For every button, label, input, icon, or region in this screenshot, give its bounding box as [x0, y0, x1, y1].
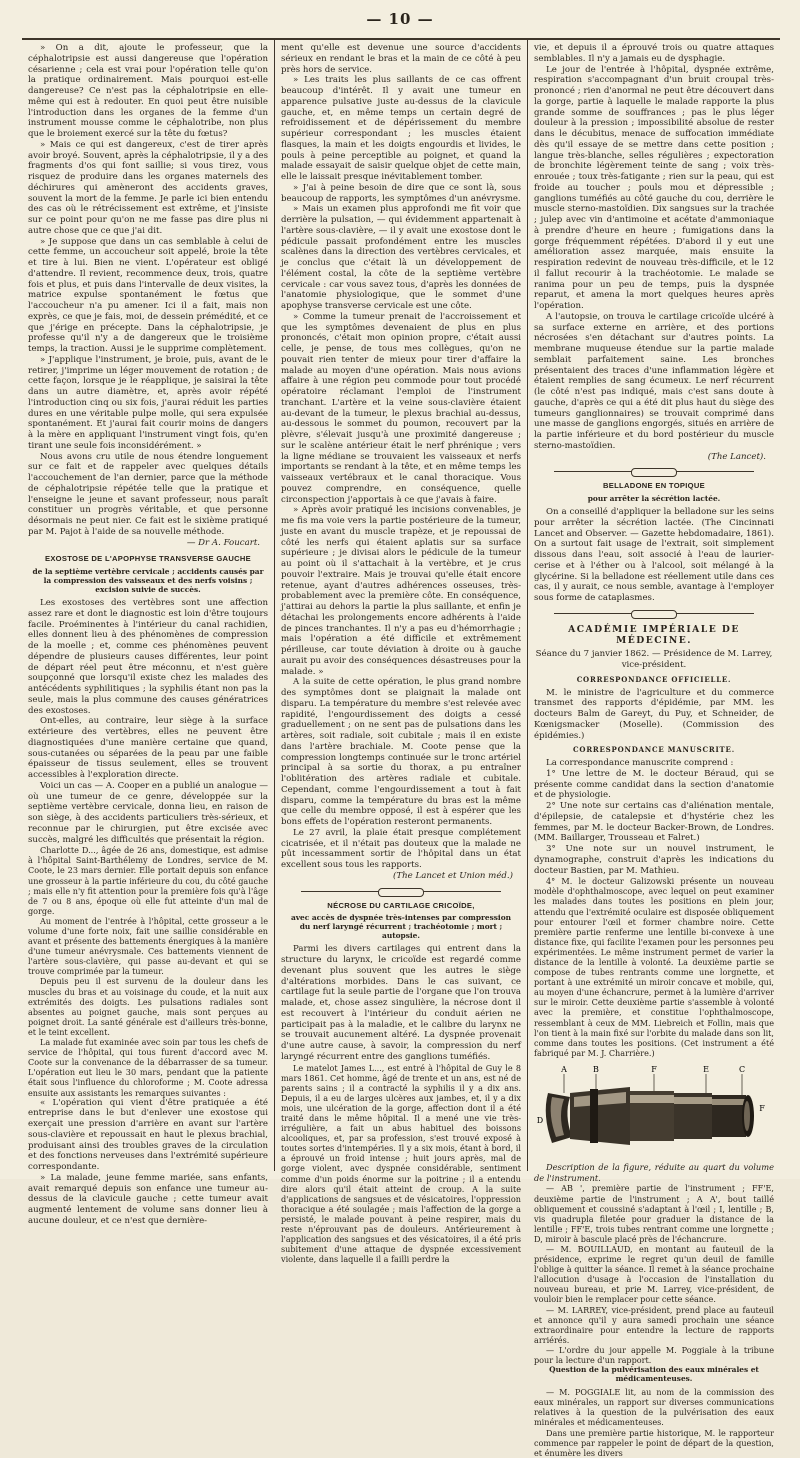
- session-line: Séance du 7 janvier 1862. — Présidence de M. Larrey, vice-président.: [535, 649, 773, 670]
- figure-label: A: [561, 1064, 567, 1074]
- paragraph: 3° Une note sur un nouvel instrument, le dynamographe, construit d'après les indications du docteur Bastien, par M. Mathieu.: [534, 844, 774, 876]
- paragraph: » Je suppose que dans un cas semblable à celui de cette femme, un accoucheur soit appelé, broie la tête et tire à lui. Bien ne vient. L'opérateur est obligé d'attendre. Il revient, recommence deux, trois, quatre fois et plus, et puis dans l'intervalle de deux visites, la matrice expulse spontanément le fœtus que l'accoucheur n'a pu amener. Ici il a fait, mais non exprès, ce que je fais, moi, de dessein prémédité, et ce que j'érige en précepte. Dans la céphalotripsie, je professe qu'il n'y a de dangereux que le troisième temps, la traction. Aussi je le supprime complètement.: [28, 236, 268, 354]
- signature: — Dr A. Foucart.: [186, 537, 260, 548]
- subsection-title: CORRESPONDANCE MANUSCRITE.: [573, 745, 735, 755]
- tube-2-shine: [674, 1097, 712, 1104]
- paragraph: Au moment de l'entrée à l'hôpital, cette grosseur a le volume d'une forte noix, fait une saillie considérable en avant et présente des battements énergiques à la manière d'une tumeur anévrysmale. Ces battements viennent de l'artère sous-clavière, qui passe au-devant et qui se trouve comprimée par la tumeur.: [28, 915, 268, 977]
- paragraph: A la suite de cette opération, le plus grand nombre des symptômes dont se plaignait la malade ont disparu. La température du membre s'est relevée avec rapidité, l'engourdissement des doigts a cessé graduellement ; on ne sent pas de pulsations dans les artères, soit radiale, soit cubitale ; mais il en existe dans l'artère brachiale. M. Coote pense que la compression longtemps continuée sur le tronc artériel principal à sa sortie du thorax, a pu entraîner l'oblitération des artères radiale et cubitale. Cependant, comme l'engourdissement a tout à fait disparu, comme la température du bras est la même que celle du membre opposé, il est à espérer que les bons effets de l'opération resteront permanents.: [281, 677, 521, 827]
- paragraph: 4° M. le docteur Galizowski présente un nouveau modèle d'ophthalmoscope, avec lequel on peut examiner les malades dans toutes les positions en plein jour, attendu que l'extrémité oculaire est disposée obliquement pour entourer l'œil et former chambre noire. Cette première partie renferme une lentille bi-convexe à une distance fixe, qui facilite l'examen pour les personnes peu expérimentées. Le même instrument permet de varier la distance de la lentille à volonté. La deuxième partie se compose de tubes rentrants comme une lorgnette, et portant à une extrémité un miroir concave et mobile, qui, au moyen d'une échancrure, permet à la lumière d'arriver sur le miroir. Cette deuxième partie s'assemble à volonté avec la première, et constitue l'ophthalmoscope, ressemblant à ceux de MM. Liebreich et Follin, mais que l'on tient à la main fixé sur l'orbite du malade dans son lit, comme dans toutes les positions. (Cet instrument a été fabriqué par M. J. Charrière.): [534, 876, 774, 1058]
- page-header: [20, 8, 780, 34]
- figure-label: F: [759, 1103, 765, 1113]
- signature: (The Lancet).: [707, 451, 766, 462]
- column-1: [22, 40, 274, 1226]
- paragraph: Le matelot James L..., est entré à l'hôpital de Guy le 8 mars 1861. Cet homme, âgé de trente et un ans, est né de parents sains ; il a contracté la syphilis il y a dix ans. Depuis, il a eu de larges ulcères aux jambes, et, il y a dix mois, une ulcération de la gorge, affection dont il a été traité dans le même hôpital. Il a mené une vie très-irrégulière, a fait un abus habituel des boissons alcooliques, et, par sa profession, s'est trouvé exposé à toutes sortes d'intempéries. Il y a six mois, étant à bord, il a éprouvé un froid intense ; huit jours après, mal de gorge violent, avec dyspnée considérable, sentiment comme d'un poids énorme sur la poitrine ; il a entendu dire alors qu'il était atteint de croup. A la suite d'applications de sangsues et de vésicatoires, l'oppression thoracique a été soulagée ; mais l'affection de la gorge a persisté, le malade pouvant à peine respirer, mais du reste n'éprouvant pas de douleurs. Antérieurement à l'application des sangsues et des vésicatoires, il a été pris subitement d'une attaque de dyspnée excessivement violente, dans laquelle il a failli perdre la: [281, 1062, 521, 1265]
- figure-label: C: [738, 1064, 746, 1074]
- ophthalmoscope-drawing: [534, 1063, 774, 1159]
- paragraph: » Mais ce qui est dangereux, c'est de tirer après avoir broyé. Souvent, après la céphalotripsie, il y a des fragments d'os qui font saillie; si vous tirez, vous risquez de produire dans les organes maternels des déchirures qui amèneront des accidents graves, souvent la mort de la femme. Je parle ici bien entendu des cas où le rétrécissement est extrême, et j'insiste sur ce point pour qu'on ne me fasse pas dire plus ni autre chose que ce que j'ai dit.: [28, 139, 268, 236]
- figure-label: F: [651, 1064, 657, 1074]
- mirror-face: [744, 1101, 750, 1131]
- paragraph: » La malade, jeune femme mariée, sans enfants, avait remarqué depuis son enfance une tumeur au-dessus de la clavicule gauche ; cette tumeur avait augmenté lentement de volume sans donner lieu à aucune douleur, et ce n'est que dernière-: [28, 1172, 268, 1226]
- paragraph: » On a dit, ajoute le professeur, que la céphalotripsie est aussi dangereuse que l'opération césarienne ; cela est vrai pour l'opération telle qu'on la pratique ordinairement. Mais pourquoi est-elle dangereuse? Ce n'est pas la céphalotripsie en elle-même qui est à redouter. En quoi peut être nuisible l'introduction dans les organes de la femme d'un instrument mousse comme le céphalotribe, non plus que le broiement exercé sur la tête du fœtus?: [28, 43, 268, 139]
- paragraph: Le jour de l'entrée à l'hôpital, dyspnée extrême, respiration s'accompagnant d'un bruit croupal très-prononcé ; rien d'anormal ne peut être découvert dans la gorge, partie à laquelle le malade rapporte la plus grande somme de souffrances ; pas le plus léger douleur à la pression ; impossibilité absolue de rester dans le décubitus, menace de suffocation immédiate dès qu'il essaye de se mettre dans cette position ; langue très-blanche, selles régulières ; expectoration de bronchite légèrement teinte de sang ; voix très-enrouée ; toux très-fatigante ; rien sur la peau, qui est froide au toucher ; pouls mou et dépressible ; ganglions tuméfiés au côté gauche du cou, derrière le muscle sterno-mastoïdien. Dix sangsues sur la trachée ; julep avec vin d'antimoine et acétate d'ammoniaque à prendre d'heure en heure ; fumigations dans la gorge fréquemment répétées. D'abord il y eut une amélioration assez marquée, mais ensuite la respiration redevint de nouveau très-difficile, et le 12 il fallut recourir à la trachéotomie. Le malade se ranima pour un peu de temps, puis la dyspnée reparut, et amena la mort quelques heures après l'opération.: [534, 64, 774, 311]
- section-title: NÉCROSE DU CARTILAGE CRICOÏDE,: [327, 900, 475, 910]
- figure-label: D: [536, 1115, 544, 1125]
- page-number: — 10 —: [366, 10, 434, 28]
- paragraph: Charlotte D..., âgée de 26 ans, domestique, est admise à l'hôpital Saint-Barthélemy de Londres, service de M. Coote, le 23 mars dernier. Elle portait depuis son enfance une grosseur à la partie inférieure du cou, du côté gauche ; mais elle n'y fit attention pour la première fois qu'à l'âge de 7 ou 8 ans, époque où elle fut atteinte d'un mal de gorge.: [28, 845, 268, 916]
- ophthalmoscope-figure: [534, 1063, 774, 1159]
- section-subtitle: pour arrêter la sécrétion lactée.: [587, 494, 721, 503]
- paragraph: vie, et depuis il a éprouvé trois ou quatre attaques semblables. Il n'y a jamais eu de dysphagie.: [534, 43, 774, 64]
- section-title: EXOSTOSE DE L'APOPHYSE TRANSVERSE GAUCHE: [44, 554, 252, 564]
- paragraph: — AB ', première partie de l'instrument ; FF'E, deuxième partie de l'instrument ; A A', bout taillé obliquement et coussiné s'adaptant à l'œil ; I, lentille ; B, vis quadrupla filetée pour graduer la distance de la lentille ; FF'E, trois tubes rentrant comme une lorgnette ; D, miroir à bascule placé près de l'échancrure.: [534, 1183, 774, 1244]
- paragraph: 1° Une lettre de M. le docteur Béraud, qui se présente comme candidat dans la section d'anatomie et de physiologie.: [534, 768, 774, 801]
- paragraph: » J'applique l'instrument, je broie, puis, avant de le retirer, j'imprime un léger mouvement de rotation ; de cette façon, lorsque je le réapplique, je saisirai la tête dans un autre diamètre, et, après avoir répété l'introduction cinq ou six fois, j'aurai réduit les parties dures en une véritable pulpe molle, qui sera expulsée spontanément. Et j'aurai fait courir moins de dangers à la mère en appliquant l'instrument vingt fois, qu'en tirant une seule fois inconsidérément. »: [28, 354, 268, 451]
- paragraph: 2° Une note sur certains cas d'aliénation mentale, d'épilepsie, de catalepsie et d'hystérie chez les femmes, par M. le docteur Backer-Brown, de Londres. (MM. Baillarger, Trousseau et Falret.): [534, 801, 774, 844]
- ornament-rule: [301, 888, 501, 895]
- three-column-body: [22, 38, 780, 1458]
- paragraph: Nous avons cru utile de nous étendre longuement sur ce fait et de rappeler avec quelques détails l'accouchement de l'an dernier, parce que la méthode de céphalotripsie répétée telle que la pratique et l'enseigne le jeune et savant professeur, nous paraît constituer un progrès véritable, et que personne désormais ne peut nier. Ce fait est le sixième pratiqué par M. Pajot à l'aide de sa nouvelle méthode.: [28, 451, 268, 537]
- question-title: Question de la pulvérisation des eaux minérales et médicamenteuses.: [549, 1365, 759, 1384]
- lens-ring: [590, 1089, 598, 1143]
- section-title: BELLADONE EN TOPIQUE: [602, 481, 706, 491]
- paragraph: — M. POGGIALE lit, au nom de la commission des eaux minérales, un rapport sur diverses communications relatives à la question de la pulvérisation des eaux minérales et médicamenteuses.: [534, 1387, 774, 1428]
- paragraph: La malade fut examinée avec soin par tous les chefs de service de l'hôpital, qui tous furent d'accord avec M. Coote sur la convenance de la débarrasser de sa tumeur. L'opération eut lieu le 30 mars, pendant que la patiente était sous l'influence du chloroforme ; M. Coote adressa ensuite aux assistants les remarques suivantes :: [28, 1037, 268, 1098]
- paragraph: » Mais un examen plus approfondi me fit voir que derrière la pulsation, — qui évidemment appartenait à l'artère sous-clavière, — il y avait une exostose dont le pédicule passait profondément entre les muscles scalènes dans la direction des vertèbres cervicales, et je conclus que c'était là un développement de l'élément costal, la côte de la septième vertèbre cervicale : car vous savez tous, d'après les données de l'anatomie physiologique, que le sommet d'une apophyse transverse cervicale est une côte.: [281, 204, 521, 311]
- paragraph: » J'ai à peine besoin de dire que ce sont là, sous beaucoup de rapports, les symptômes d'un anévrysme.: [281, 182, 521, 204]
- paragraph: Le 27 avril, la plaie était presque complétement cicatrisée, et il n'était pas douteux que la malade ne pût incessamment sortir de l'hôpital dans un état excellent sous tous les rapports.: [281, 827, 521, 870]
- tube-1-shine: [630, 1095, 674, 1103]
- signature: (The Lancet et Union méd.): [393, 870, 513, 881]
- paragraph: » Après avoir pratiqué les incisions convenables, je me fis ma voie vers la partie postérieure de la tumeur, juste en avant du muscle trapèze, et je repoussai de côté les nerfs qui étaient aplatis sur sa surface supérieure ; je divisai alors le pédicule de la tumeur au point où il s'attachait à la vertèbre, et je crus pouvoir l'extraire. Mais je trouvai qu'elle était encore retenue, ayant d'autres adhérences osseuses, très-probablement avec la première côte. En conséquence, j'attirai au dehors la partie la plus saillante, et enfin je détachai les prolongements encore adhérents à l'aide de pinces tranchantes. Il n'y a pas eu d'hémorrhagie ; mais l'opération a été difficile et extrêmement périlleuse, car toute déviation à droite ou à gauche aurait pu avoir des conséquences désastreuses pour la malade. »: [281, 505, 521, 677]
- column-2: [274, 40, 527, 1265]
- paragraph: — L'ordre du jour appelle M. Poggiale à la tribune pour la lecture d'un rapport.: [534, 1344, 774, 1366]
- paragraph: Depuis peu il est survenu de la douleur dans les muscles du bras et au voisinage du coude, et la nuit aux extrémités des doigts. Les pulsations radiales sont absentes au poignet gauche, mais sont perçues au poignet droit. La santé générale est d'ailleurs très-bonne, et le teint excellent.: [28, 976, 268, 1037]
- paragraph: « L'opération qui vient d'être pratiquée a été entreprise dans le but d'enlever une exostose qui exerçait une pression d'arrière en avant sur l'artère sous-clavière et repoussait en haut le plexus brachial, produisant ainsi des troubles graves de la circulation et des fonctions nerveuses dans l'extrémité supérieure correspondante.: [28, 1097, 268, 1173]
- paragraph: A l'autopsie, on trouva le cartilage cricoïde ulcéré à sa surface externe en arrière, et des portions nécrosées s'en détachant sur d'autres points. La membrane muqueuse étendue sur la partie malade semblait parfaitement saine. Les bronches présentaient des traces d'une inflammation légère et étaient remplies de sang écumeux. Le nerf récurrent (le côté n'est pas indiqué, mais c'est sans doute à gauche, d'après ce qui a été dit plus haut du siège des tumeurs ganglionnaires) se trouvait comprimé dans une masse de ganglions engorgés, situés en arrière de la partie inférieure et du bord postérieur du muscle sterno-mastoïdien.: [534, 311, 774, 451]
- section-subtitle: avec accès de dyspnée très-intenses par compression du nerf laryngé récurrent ; trachéotomie ; mort ; autopsie.: [290, 913, 512, 941]
- paragraph: — M. BOUILLAUD, en montant au fauteuil de la présidence, exprime le regret qu'un deuil de famille l'oblige à quitter la séance. Il remet à la séance prochaine l'allocution d'usage à l'occasion de l'installation du nouveau bureau, et prie M. Larrey, vice-président, de vouloir bien le remplacer pour cette séance.: [534, 1244, 774, 1305]
- paragraph: ment qu'elle est devenue une source d'accidents sérieux en rendant le bras et la main de ce côté à peu près hors de service.: [281, 43, 521, 75]
- ornament-rule: [554, 610, 754, 617]
- ornament-rule: [554, 468, 754, 475]
- paragraph: On a conseillé d'appliquer la belladone sur les seins pour arrêter la sécrétion lactée. (The Cincinnati Lancet and Observer. — Gazette hebdomadaire, 1861). On a surtout fait usage de l'extrait, soit simplement dissous dans l'eau, soit associé à l'eau de laurier-cerise et à l'éther ou à l'alcool, soit mélangé à la glycérine. Si la belladone est réellement utile dans ces cas, il y aurait, ce nous semble, avantage à l'employer sous forme de cataplasmes.: [534, 507, 774, 603]
- figure-label: B: [593, 1064, 599, 1074]
- paragraph: Dans une première partie historique, M. le rapporteur commence par rappeler le point de départ de la question, et énumère les divers: [534, 1427, 774, 1458]
- section-subtitle: de la septième vertèbre cervicale ; accidents causés par la compression des vaisseaux et des nerfs voisins ; excision suivie de succès.: [32, 567, 264, 594]
- subsection-title: CORRESPONDANCE OFFICIELLE.: [576, 674, 732, 684]
- paragraph: Voici un cas — A. Cooper en a publié un analogue — où une tumeur de ce genre, développée sur la septième vertèbre cervicale, donna lieu, en raison de son siège, à des accidents particuliers très-sérieux, et reconnue par le chirurgien, put être excisée avec succès, malgré les difficultés que présentait la région.: [28, 780, 268, 845]
- paragraph: La correspondance manuscrite comprend :: [546, 758, 734, 768]
- figure-caption: Description de la figure, réduite au quart du volume de l'instrument.: [534, 1161, 774, 1183]
- figure-label: E: [703, 1064, 709, 1074]
- paragraph: » Comme la tumeur prenait de l'accroissement et que les symptômes devenaient de plus en plus prononcés, c'était mon opinion propre, c'était aussi celle, je pense, de tous mes collègues, qu'on ne pouvait rien tenter de mieux pour tirer d'affaire la malade au moyen d'une opération. Mais nous avions affaire à une région peu commode pour tout procédé opératoire réclamant l'emploi de l'instrument tranchant. L'artère et la veine sous-clavière étaient au-devant de la tumeur, le plexus brachial au-dessus, au-dessous le sommet du poumon, recouvert par la plèvre, s'élevait jusqu'à une proximité dangereuse ; sur le scalène antérieur était le nerf phrénique ; vers la ligne médiane se trouvaient les vaisseaux et nerfs importants se rendant à la tête, et en même temps les vaisseaux vertébraux et le canal thoracique. Vous pouvez comprendre, en conséquence, quelle circonspection j'apportais à ce que j'avais à faire.: [281, 311, 521, 505]
- paragraph: Parmi les divers cartilages qui entrent dans la structure du larynx, le cricoïde est regardé comme devenant plus souvent que les autres le siège d'altérations morbides. Dans le cas suivant, ce cartilage fut la seule partie de l'organe que l'on trouva malade, et, chose assez singulière, la nécrose dont il est recouvert à l'intérieur du conduit aérien ne participait pas à la maladie, et le calibre du larynx ne se trouvait aucunement altéré. La dyspnée provenait d'une autre cause, à savoir, la compression du nerf laryngé récurrent entre des ganglions tuméfiés.: [281, 944, 521, 1062]
- paragraph: » Les traits les plus saillants de ce cas offrent beaucoup d'intérêt. Il y avait une tumeur en apparence pulsative juste au-dessus de la clavicule gauche, et, en même temps un certain degré de refroidissement et de dépérissement du membre supérieur correspondant ; les muscles étaient flasques, la main et les doigts engourdis et livides, le pouls à peine perceptible au poignet, et quand la malade essayait de saisir quelque objet de cette main, elle le laissait presque inévitablement tomber.: [281, 75, 521, 182]
- paragraph: — M. LARREY, vice-président, prend place au fauteuil et annonce qu'il y aura samedi prochain une séance extraordinaire pour entendre la lecture de rapports arriérés.: [534, 1304, 774, 1345]
- column-3: [527, 40, 780, 1458]
- paragraph: Ont-elles, au contraire, leur siège à la surface extérieure des vertèbres, elles ne peuvent être diagnostiquées d'une manière certaine que quand, sous-cutanées ou séparées de la peau par une faible épaisseur de tissus seulement, elles se trouvent accessibles à l'exploration directe.: [28, 716, 268, 780]
- paragraph: Les exostoses des vertèbres sont une affection assez rare et dont le diagnostic est loin d'être toujours facile. Proéminentes à l'intérieur du canal rachidien, elles donnent lieu à des phénomènes de compression de la moelle ; et, comme ces phénomènes peuvent dépendre de plusieurs causes différentes, leur point de départ réel peut être méconnu, et n'est guère soupçonné que lorsqu'il existe chez les malades des antécédents syphilitiques ; la syphilis étant non pas la seule, mais la plus commune des causes génératrices des exostoses.: [28, 598, 268, 716]
- paragraph: M. le ministre de l'agriculture et du commerce transmet des rapports d'épidémie, par MM. les docteurs Balm de Gareyt, du Puy, et Schneider, de Kœnigsmacker (Moselle). (Commission des épidémies.): [534, 687, 774, 741]
- academy-title: ACADÉMIE IMPÉRIALE DE MÉDECINE.: [568, 623, 740, 646]
- tube-3-shine: [712, 1099, 746, 1105]
